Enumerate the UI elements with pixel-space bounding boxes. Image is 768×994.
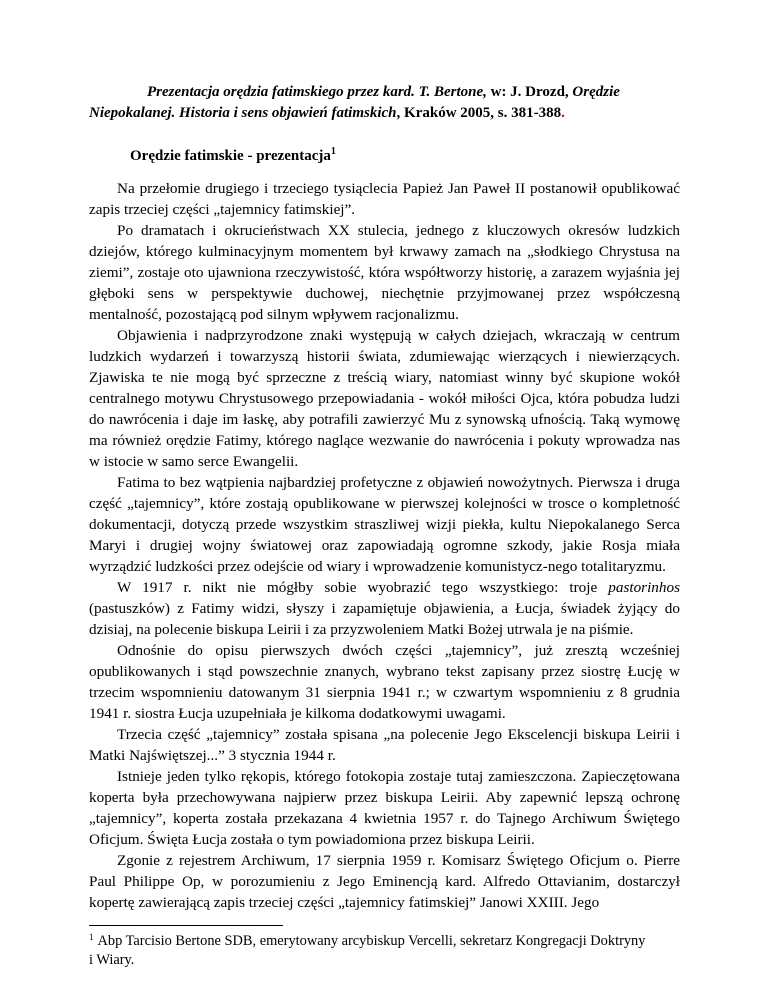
paragraph: Zgonie z rejestrem Archiwum, 17 sierpnia 1959 r. Komisarz Świętego Oficjum o. Pierre Paul Philippe Op, w porozumieniu z Jego Eminencją kard. Alfredo Ottavianim, dostarczył kopertę zawierającą zapis trzeciej części „tajemnicy fatimskiej” Janowi XXIII. Jego [89, 852, 680, 911]
citation-title: Prezentacja orędzia fatimskiego przez kard. T. Bertone, [147, 84, 487, 100]
citation-in: w: J. Drozd, [486, 84, 573, 100]
paragraph: Istnieje jeden tylko rękopis, którego fotokopia zostaje tutaj zamieszczona. Zapieczętowana koperta była przechowywana najpierw przez biskupa Leirii. Aby zapewnić lepszą ochronę „tajemnicy”, koperta została przekazana 4 kwietnia 1957 r. do Tajnego Archiwum Świętego Oficjum. Święta Łucja została o tym powiadomiona przez biskupa Leirii. [89, 768, 680, 848]
citation-header [89, 82, 680, 124]
footnote [89, 932, 649, 970]
paragraph: Trzecia część „tajemnicy” została spisana „na polecenie Jego Ekscelencji biskupa Leirii i Matki Najświętszej...” 3 stycznia 1944 r. [89, 726, 680, 764]
paragraph: Po dramatach i okrucieństwach XX stulecia, jednego z kluczowych okresów ludzkich dziejów, którego kulminacyjnym momentem był krwawy zamach na „słodkiego Chrystusa na ziemi”, zostaje oto ujawniona rzeczywistość, która współtworzy historię, a zarazem wyjaśnia jej głęboki sens w perspektywie duchowej, niechętnie przyjmowanej przez współczesną mentalność, pozostającą pod silnym wpływem racjonalizmu. [89, 222, 680, 323]
paragraph-part: W 1917 r. nikt nie mógłby sobie wyobrazić tego wszystkiego: troje [117, 579, 609, 596]
footnote-text: Abp Tarcisio Bertone SDB, emerytowany arcybiskup Vercelli, sekretarz Kongregacji Doktryny i Wiary. [89, 933, 646, 968]
paragraph: Objawienia i nadprzyrodzone znaki występują w całych dziejach, wkraczają w centrum ludzkich wydarzeń i towarzyszą historii świata, zdumiewając wierzących i niewierzących. Zjawiska te nie mogą być sprzeczne z treścią wiary, natomiast winny być skupione wokół centralnego motywu Chrystusowego przepowiadania - wokół miłości Ojca, która pobudza ludzi do nawrócenia i daje im łaskę, aby potrafili zawierzyć Mu z synowską ufnością. Taką wymowę ma również orędzie Fatimy, którego naglące wezwanie do nawrócenia i pokuty wprowadza nas w istocie w samo serce Ewangelii. [89, 327, 680, 470]
footnote-mark: 1 [89, 932, 94, 942]
paragraph: Fatima to bez wątpienia najbardziej profetyczne z objawień nowożytnych. Pierwsza i druga część „tajemnicy”, które zostają opublikowane w pierwszej kolejności w trosce o kompletność dokumentacji, dotyczą przede wszystkim straszliwej wizji piekła, kultu Niepokalanego Serca Maryi i drugiej wojny światowej oraz zapowiadają ogromne szkody, jakie Rosja miała wyrządzić ludzkości przez odejście od wiary i wprowadzenie komunistycz-nego totalitaryzmu. [89, 474, 680, 575]
paragraph: Na przełomie drugiego i trzeciego tysiąclecia Papież Jan Paweł II postanowił opublikować zapis trzeciej części „tajemnicy fatimskiej”. [89, 180, 680, 218]
section-title-text: Orędzie fatimskie - prezentacja [130, 148, 331, 164]
paragraph-part: (pastuszków) z Fatimy widzi, słyszy i zapamiętuje objawienia, a Łucja, świadek żyjący do dzisiaj, na polecenie biskupa Leirii i za przyzwoleniem Matki Bożej utrwala je na piśmie. [89, 600, 680, 638]
paragraph [89, 577, 680, 640]
citation-book: Orędzie Niepokalanej. Historia i sens objawień fatimskich [89, 84, 620, 121]
section-title [130, 146, 336, 167]
footnote-reference: 1 [330, 146, 336, 157]
paragraph: Odnośnie do opisu pierwszych dwóch części „tajemnicy”, już zresztą wcześniej opublikowanych i stąd powszechnie znanych, wybrano tekst zapisany przez siostrę Łucję w trzecim wspomnieniu datowanym 31 sierpnia 1941 r.; w czwartym wspomnieniu z 8 grudnia 1941 r. siostra Łucja uzupełniała je kilkoma dodatkowymi uwagami. [89, 642, 680, 722]
citation-publication: , Kraków 2005, s. 381-38 [396, 105, 554, 121]
citation-period: . [561, 105, 565, 121]
paragraph-italic-term: pastorinhos [608, 579, 680, 596]
citation-page-end: 8 [553, 105, 562, 121]
body-text [89, 178, 680, 913]
footnote-separator [89, 925, 283, 926]
